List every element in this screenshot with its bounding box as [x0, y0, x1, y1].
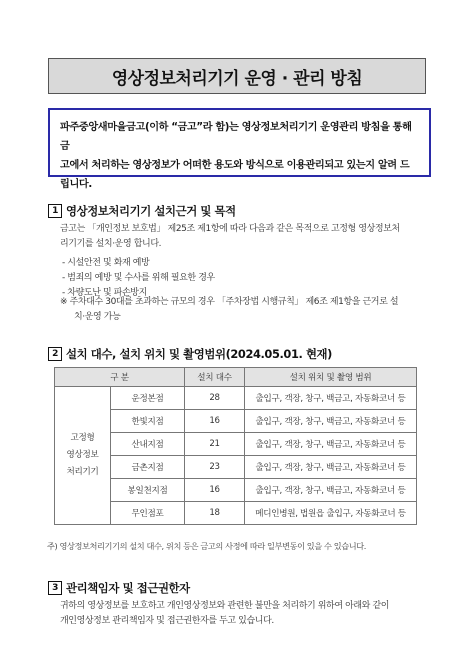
purpose-item: - 차량도난 및 파손방지	[62, 288, 147, 298]
installation-table	[54, 367, 417, 525]
header-count: 설치 대수	[185, 368, 245, 387]
branch-cell: 봉일천지점	[111, 479, 185, 502]
device-type-line: 고정형	[70, 433, 95, 443]
range-cell: 출입구, 객장, 창구, 백금고, 자동화코너 등	[245, 410, 417, 433]
count-cell: 16	[185, 479, 245, 502]
range-cell: 출입구, 객장, 창구, 백금고, 자동화코너 등	[245, 456, 417, 479]
paragraph-line: 리기기를 설치·운영 합니다.	[60, 239, 162, 249]
section-heading-text: 영상정보처리기기 설치근거 및 목적	[66, 204, 236, 218]
branch-cell: 한빛지점	[111, 410, 185, 433]
count-cell: 16	[185, 410, 245, 433]
device-type-line: 영상정보	[66, 450, 99, 460]
section3-heading	[48, 580, 190, 596]
section-number: 1	[48, 204, 62, 218]
intro-line: 파주중앙새마을금고(이하 “금고”라 함)는 영상정보처리기기 운영관리 방침을 통해 금	[60, 122, 412, 152]
section-number: 2	[48, 347, 62, 361]
note-line: 치·운영 가능	[74, 312, 121, 322]
section3-paragraph	[60, 599, 389, 629]
count-cell: 21	[185, 433, 245, 456]
branch-cell: 금촌지점	[111, 456, 185, 479]
intro-line: 립니다.	[60, 179, 92, 190]
section-heading-text: 관리책임자 및 접근권한자	[66, 581, 190, 595]
range-cell: 메디인병원, 법원읍 출입구, 자동화코너 등	[245, 502, 417, 525]
header-category: 구 분	[55, 368, 185, 387]
table-header-row	[55, 368, 417, 387]
section1-heading	[48, 203, 236, 219]
section2-heading	[48, 346, 332, 362]
paragraph-line: 개인영상정보 관리책임자 및 접근권한자를 두고 있습니다.	[60, 616, 274, 626]
section1-note	[60, 295, 398, 325]
branch-cell: 산내지점	[111, 433, 185, 456]
intro-box	[48, 108, 431, 190]
branch-cell: 운정본점	[111, 387, 185, 410]
note-line: ※ 주차대수 30대를 초과하는 규모의 경우 「주차장법 시행규칙」 제6조 제1항을 근거로 설	[60, 297, 399, 307]
section-number: 3	[48, 581, 62, 595]
device-type-cell	[55, 387, 111, 525]
document-title: 영상정보처리기기 운영 · 관리 방침	[111, 68, 363, 89]
count-cell: 18	[185, 502, 245, 525]
document-title-box	[48, 58, 426, 94]
table-row	[55, 387, 417, 410]
count-cell: 23	[185, 456, 245, 479]
paragraph-line: 금고는 「개인정보 보호법」 제25조 제1항에 따라 다음과 같은 목적으로 고정형 영상정보처	[60, 224, 400, 234]
section1-paragraph	[60, 222, 400, 252]
intro-line: 고에서 처리하는 영상정보가 어떠한 용도와 방식으로 이용관리되고 있는지 알려 드	[60, 160, 410, 171]
range-cell: 출입구, 객장, 창구, 백금고, 자동화코너 등	[245, 479, 417, 502]
range-cell: 출입구, 객장, 창구, 백금고, 자동화코너 등	[245, 387, 417, 410]
paragraph-line: 귀하의 영상정보를 보호하고 개인영상정보와 관련한 불만을 처리하기 위하여 아래와 같이	[60, 601, 390, 611]
branch-cell: 무인점포	[111, 502, 185, 525]
section-heading-text: 설치 대수, 설치 위치 및 촬영범위(2024.05.01. 현재)	[66, 347, 332, 361]
purpose-item: - 시설안전 및 화재 예방	[62, 258, 150, 268]
device-type-line: 처리기기	[66, 467, 99, 477]
header-range: 설치 위치 및 촬영 범위	[245, 368, 417, 387]
count-cell: 28	[185, 387, 245, 410]
purpose-item: - 범죄의 예방 및 수사를 위해 필요한 경우	[62, 273, 215, 283]
table-footnote: 주) 영상정보처리기기의 설치 대수, 위치 등은 금고의 사정에 따라 일부변동이 있을 수 있습니다.	[47, 541, 366, 551]
range-cell: 출입구, 객장, 창구, 백금고, 자동화코너 등	[245, 433, 417, 456]
